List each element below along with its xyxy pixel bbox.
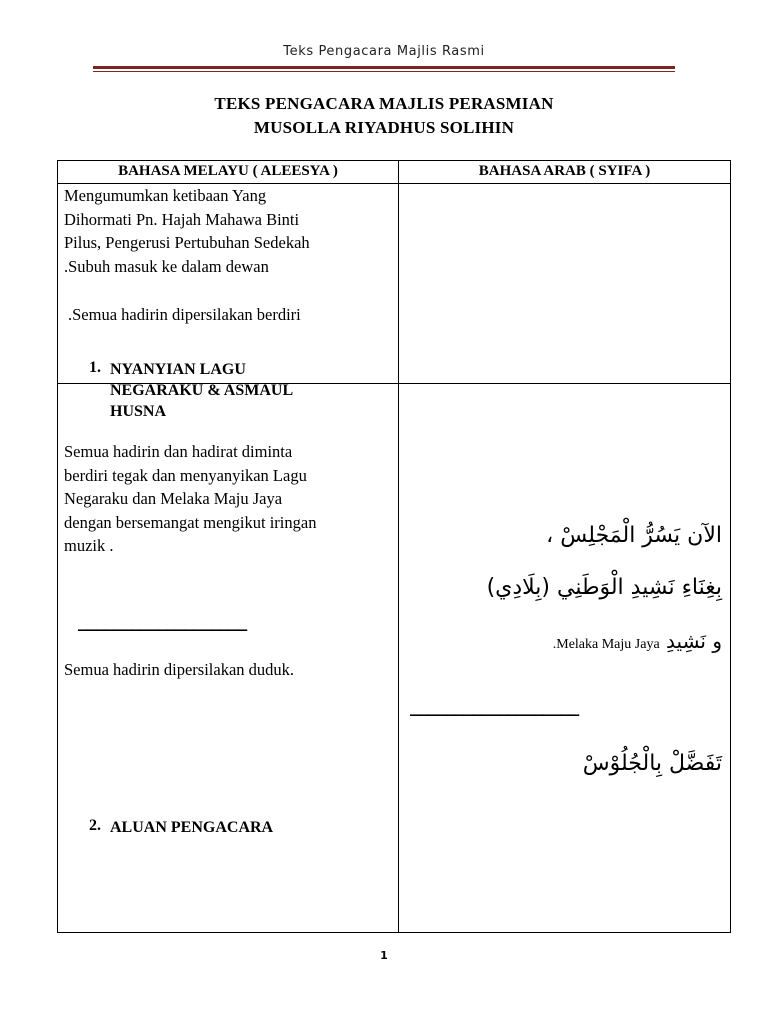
document-title-line-2: MUSOLLA RIYADHUS SOLIHIN bbox=[253, 118, 515, 137]
arabic-line-1: الآن يَسُرُّ الْمَجْلِسْ ، bbox=[546, 523, 722, 548]
column-header-arabic: BAHASA ARAB ( SYIFA ) bbox=[478, 163, 651, 179]
item-2-number: 2. bbox=[89, 817, 101, 834]
separator-dashes-left: ___________________ bbox=[78, 612, 246, 632]
arabic-line-2: بِغِنَاءِ نَشِيدِ الْوَطَنِي (بِلَادِي) bbox=[486, 575, 722, 600]
document-title-line-1: TEKS PENGACARA MAJLIS PERASMIAN bbox=[214, 94, 554, 113]
column-divider bbox=[398, 161, 399, 932]
announcement-line: .Subuh masuk ke dalam dewan bbox=[64, 256, 269, 276]
item-1-heading-line: HUSNA bbox=[110, 403, 167, 420]
header-rule bbox=[93, 66, 675, 69]
arabic-line-4: تَفَضَّلْ بِالْجُلُوْسْ bbox=[582, 751, 722, 776]
announcement-line: Pilus, Pengerusi Pertubuhan Sedekah bbox=[64, 233, 310, 252]
running-header: Teks Pengacara Majlis Rasmi bbox=[283, 44, 485, 59]
anthem-line: muzik . bbox=[64, 536, 114, 555]
separator-dashes-right: ___________________ bbox=[410, 697, 578, 717]
column-header-malay: BAHASA MELAYU ( ALEESYA ) bbox=[118, 163, 338, 179]
item-1-heading-line: NYANYIAN LAGU bbox=[110, 361, 246, 378]
anthem-line: dengan bersemangat mengikut iringan bbox=[64, 512, 317, 532]
announcement-line: Mengumumkan ketibaan Yang bbox=[64, 186, 267, 205]
arabic-line-3-arabic: و نَشِيدِ bbox=[666, 629, 722, 653]
anthem-paragraph bbox=[64, 440, 394, 558]
announcement-line: Dihormati Pn. Hajah Mahawa Binti bbox=[64, 209, 300, 229]
anthem-line: berdiri tegak dan menyanyikan Lagu bbox=[64, 465, 307, 485]
item-1-heading bbox=[110, 359, 293, 422]
header-rule-thin bbox=[93, 71, 675, 72]
sit-instruction: Semua hadirin dipersilakan duduk. bbox=[64, 660, 295, 679]
page-number: 1 bbox=[380, 949, 388, 962]
stand-instruction: .Semua hadirin dipersilakan berdiri bbox=[68, 305, 301, 324]
anthem-line: Semua hadirin dan hadirat diminta bbox=[64, 442, 293, 461]
arabic-line-3-latin: Melaka Maju Jaya. bbox=[552, 637, 660, 652]
item-1-number: 1. bbox=[89, 359, 101, 376]
anthem-line: Negaraku dan Melaka Maju Jaya bbox=[64, 489, 283, 508]
arabic-line-3 bbox=[553, 629, 722, 653]
item-2-heading: ALUAN PENGACARA bbox=[110, 819, 274, 836]
announcement-paragraph bbox=[64, 184, 394, 278]
item-1-heading-line: NEGARAKU & ASMAUL bbox=[110, 382, 294, 399]
script-table bbox=[57, 160, 731, 933]
